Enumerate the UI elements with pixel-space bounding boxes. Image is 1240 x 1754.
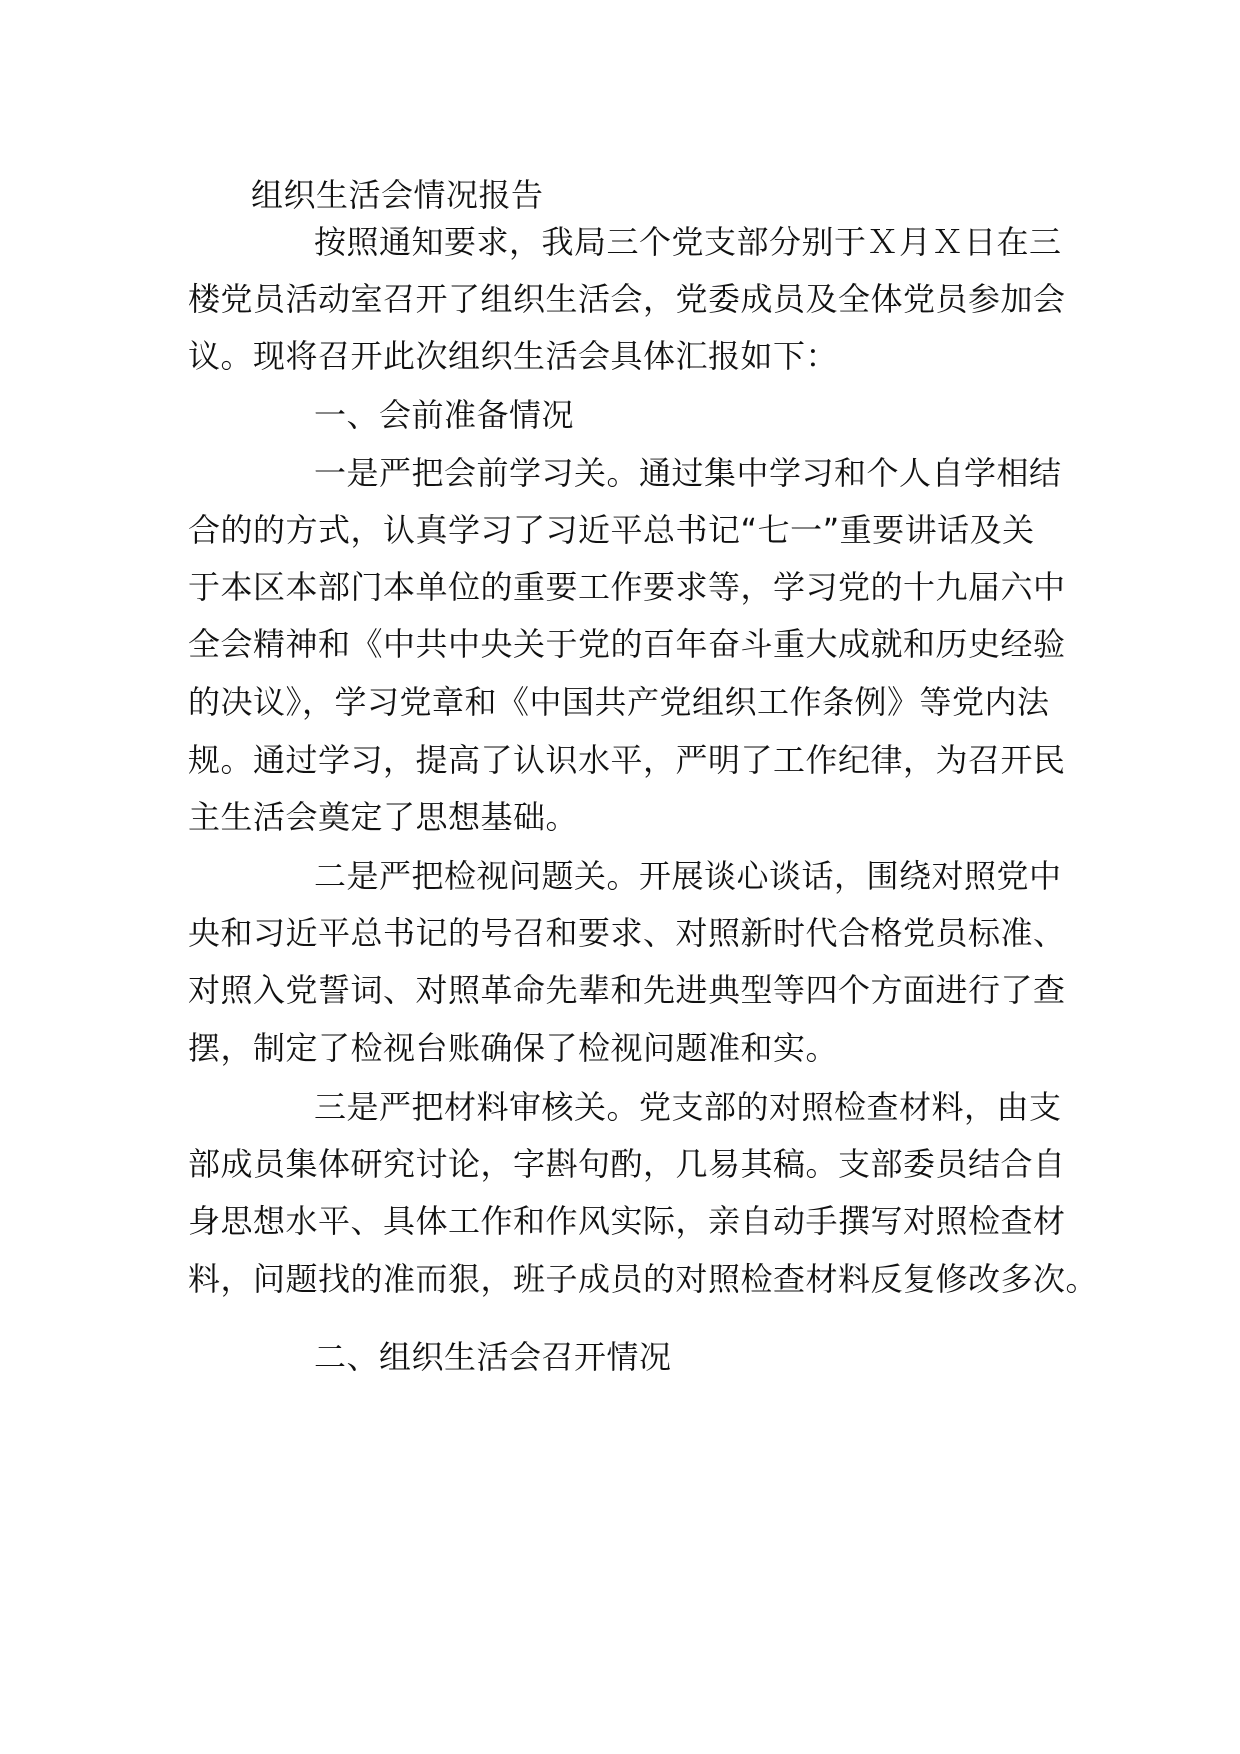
paragraph-study-line-5: 的决议》，学习党章和《中国共产党组织工作条例》等党内法 xyxy=(188,683,1050,721)
paragraph-study-line-4: 全会精神和《中共中央关于党的百年奋斗重大成就和历史经验 xyxy=(188,625,1066,663)
paragraph-inspection-line-3: 对照入党誓词、对照革命先辈和先进典型等四个方面进行了查 xyxy=(188,971,1066,1009)
paragraph-intro-line-2: 楼党员活动室召开了组织生活会，党委成员及全体党员参加会 xyxy=(188,280,1066,318)
section-heading-2: 二、组织生活会召开情况 xyxy=(314,1338,672,1376)
paragraph-materials-line-4: 料，问题找的准而狠，班子成员的对照检查材料反复修改多次。 xyxy=(188,1260,1099,1298)
paragraph-materials-line-3: 身思想水平、具体工作和作风实际，亲自动手撰写对照检查材 xyxy=(188,1202,1066,1240)
document-title: 组织生活会情况报告 xyxy=(251,176,544,214)
paragraph-inspection-line-1: 二是严把检视问题关。开展谈心谈话，围绕对照党中 xyxy=(314,857,1062,895)
section-heading-1: 一、会前准备情况 xyxy=(314,396,575,434)
paragraph-materials-line-1: 三是严把材料审核关。党支部的对照检查材料，由支 xyxy=(314,1088,1062,1126)
paragraph-intro-line-1: 按照通知要求，我局三个党支部分别于Ｘ月Ｘ日在三 xyxy=(314,223,1062,261)
paragraph-study-line-2: 合的的方式，认真学习了习近平总书记“七一”重要讲话及关 xyxy=(188,511,1035,549)
paragraph-intro-line-3: 议。现将召开此次组织生活会具体汇报如下： xyxy=(188,337,839,375)
paragraph-study-line-1: 一是严把会前学习关。通过集中学习和个人自学相结 xyxy=(314,454,1062,492)
paragraph-inspection-line-4: 摆，制定了检视台账确保了检视问题准和实。 xyxy=(188,1029,839,1067)
paragraph-study-line-3: 于本区本部门本单位的重要工作要求等，学习党的十九届六中 xyxy=(188,568,1066,606)
paragraph-materials-line-2: 部成员集体研究讨论，字斟句酌，几易其稿。支部委员结合自 xyxy=(188,1145,1066,1183)
paragraph-inspection-line-2: 央和习近平总书记的号召和要求、对照新时代合格党员标准、 xyxy=(188,914,1066,952)
paragraph-study-line-6: 规。通过学习，提高了认识水平，严明了工作纪律，为召开民 xyxy=(188,741,1066,779)
paragraph-study-line-7: 主生活会奠定了思想基础。 xyxy=(188,798,579,836)
